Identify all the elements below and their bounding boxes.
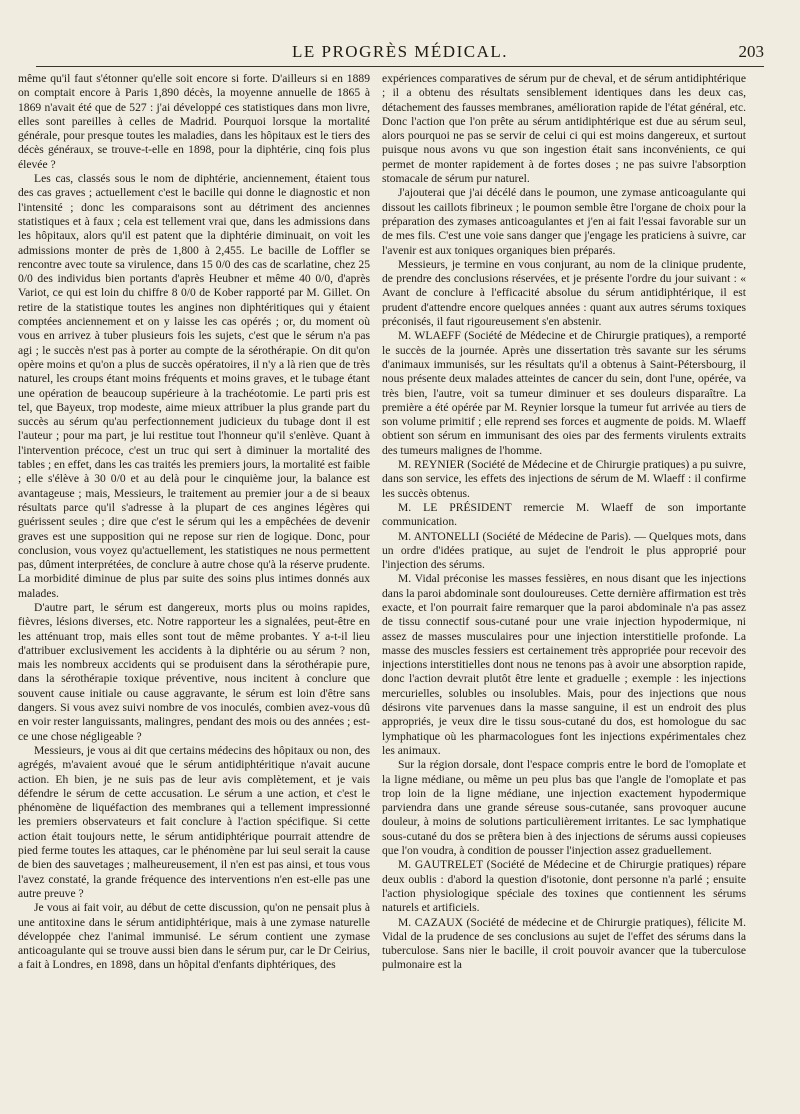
page-header <box>36 42 764 67</box>
paragraph: M. REYNIER (Société de Médecine et de Chirurgie pratiques) a pu suivre, dans son service, les effets des injections de sérum de M. Wlaeff : il confirme les succès obtenus. <box>382 458 746 500</box>
paragraph: M. LE PRÉSIDENT remercie M. Wlaeff de son importante communication. <box>382 500 746 529</box>
journal-title: LE PROGRÈS MÉDICAL. <box>292 42 508 61</box>
paragraph: J'ajouterai que j'ai décélé dans le poumon, une zymase anticoagulante qui dissout les caillots fibrineux ; le poumon semble être l'organe de choix pour la préparation des zymases anticoagulantes et j'en ai fait l'essai favorable sur un de mes fils. C'est une voie sans danger que j'engage les praticiens à suivre, car l'avenir est aux toniques organiques bien préparés. <box>382 186 746 257</box>
paragraph: M. Vidal préconise les masses fessières, en nous disant que les injections dans la paroi abdominale sont douloureuses. Cette dernière affirmation est très exacte, et l'on pourrait faire remarquer que la paroi abdominale n'a pas assez de tissu connectif sous-cutané pour une vraie injection hypodermique, ni assez de masses musculaires pour une injection interstitielle profonde. La masse des muscles fessiers est certainement très appropriée pour recevoir des injections interstitielles dont nous ne tenons pas à avoir une absorption rapide, donc l'action devrait plutôt être lente et graduelle ; exemple : les injections mercurielles, solubles ou insolubles. Mais, pour des injections que nous désirons vite parvenues dans la masse sanguine, il est un endroit des plus appropriés, je veux dire le tissu sous-cutané du dos, est homologue du sac lymphatique où les pharmacologues font les injections expérimentales chez les animaux. <box>382 572 746 757</box>
paragraph: Je vous ai fait voir, au début de cette discussion, qu'on ne pensait plus à une antitoxine dans le sérum antidiphtérique, mais à une zymase naturelle développée chez l'animal immunisé. Le sérum contient une zymase anticoagulante qui se trouve aussi bien dans le sérum pur, car le Dr Ceirius, a fait à Londres, en 1898, dans un hôpital d'enfants diphtériques, des <box>18 901 370 972</box>
paragraph: Messieurs, je vous ai dit que certains médecins des hôpitaux ou non, des agrégés, m'avaient avoué que le sérum antidiphtéritique n'avait aucune action. Eh bien, je ne suis pas de leur avis complètement, et je vais défendre le sérum de cette accusation. Le sérum a une action, et c'est le phénomène de liquéfaction des membranes qui a tellement impressionné les premiers observateurs et fait conclure à l'action spécifique. Si cette action était toujours nette, le sérum antidiphtérique pourrait attendre de pied ferme toutes les attaques, car le phénomène par lui seul serait la cause de bien des sauvetages ; malheureusement, il n'en est pas ainsi, et tous vous l'avez constaté, la grande fréquence des interventions n'en est-elle pas une autre preuve ? <box>18 743 370 900</box>
paragraph: M. CAZAUX (Société de médecine et de Chirurgie pratiques), félicite M. Vidal de la prudence de ses conclusions au sujet de l'effet des sérums dans la tuberculose. Sans nier le bacille, il croit pouvoir avancer que la tuberculose pulmonaire est la <box>382 915 746 972</box>
paragraph: expériences comparatives de sérum pur de cheval, et de sérum antidiphtérique ; il a obtenu des résultats sensiblement identiques dans les deux cas, détachement des fausses membranes, amélioration rapide de l'état général, etc. Donc l'action que l'on prête au sérum antidiphtérique est due au sérum seul, alors pourquoi ne pas se servir de celui ci qui est moins dangereux, et surtout puisque nous avons vu que son ingestion était sans inconvénients, ce qui permet de monter rapidement à de fortes doses ; ne pas suivre l'absorption stomacale de sérum pur naturel. <box>382 72 746 186</box>
right-column <box>382 72 746 973</box>
page-number: 203 <box>738 42 764 61</box>
paragraph: D'autre part, le sérum est dangereux, morts plus ou moins rapides, fièvres, lésions diverses, etc. Notre rapporteur les a signalées, peut-être en les atténuant trop, mais elles sont tout de même probantes. Y a-t-il lieu d'attribuer exclusivement les accidents à la diphtérie ou au sérum ? non, mais les nombreux accidents qui se produisent dans la sérothérapie pure, dans la sérothérapie toxique préventive, nous incitent à conclure que souvent cause initiale ou cause aggravante, le sérum est loin d'être sans dangers. Si vous avez suivi nombre de vos inoculés, combien avez-vous dû en voir rester languissants, malingres, pendant des mois ou des années ; est-ce une chose négligeable ? <box>18 600 370 743</box>
paragraph: M. WLAEFF (Société de Médecine et de Chirurgie pratiques), a remporté le succès de la journée. Après une dissertation très savante sur les sérums d'animaux immunisés, sur les résultats qu'il a obtenus à Saint-Pétersbourg, il nous présente deux malades atteintes de cancer du sein, dont l'une, opérée, va très bien, l'autre, voit sa tumeur diminuer et ses douleurs disparaître. La première a été opérée par M. Reynier lorsque la tumeur fut arrivée au tiers de son volume primitif ; elle reprend ses forces et augmente de poids. M. Wlaeff obtient son sérum en immunisant des oies par des ferments virulents extraits des tumeurs malignes de l'homme. <box>382 329 746 457</box>
paragraph: Les cas, classés sous le nom de diphtérie, anciennement, étaient tous des cas graves ; actuellement c'est le bacille qui donne le diagnostic et non l'intensité ; donc les comparaisons sont au détriment des anciennes statistiques et à faux ; cela est tellement vrai que, dans les admissions dans les hôpitaux, alors qu'il est patent que la diphtérie diminuait, on voit les admissions monter de près de 1,800 à 2,455. Le bacille de Loffler se rencontre avec toute sa virulence, dans 15 0/0 des cas de scarlatine, chez 25 0/0 des individus bien portants d'après Heubner et même 40 0/0, d'après Variot, ce qui est loin du chiffre 8 0/0 de Kober rapporté par M. Gillet. On retire de la statistique toutes les angines non diphtéritiques qui y étaient comptées anciennement et on y laisse les cas opérés ; or, du moment où vous en arrivez à tuber plusieurs fois les sujets, c'est que le sérum n'a pas agi ; le succès n'est pas à porter au compte de la sérothérapie. On dit qu'on opère moins et qu'on a plus de succès opératoires, il n'y a là rien que de très naturel, les croups étant moins fréquents et moins graves, et le tubage étant une opération de beaucoup supérieure à la trachéotomie. Le parti pris est tel, que Bayeux, trop modeste, aime mieux attribuer la plus grande part du succès au sérum qu'au perfectionnement judicieux du tubage dont il est l'auteur ; pour ma part, je lui restitue tout l'honneur qu'il s'enlève. Quant à l'intervention précoce, c'est un truc qui sert à diminuer la mortalité des tables ; en effet, dans les cas traités les premiers jours, la mortalité est faible ; elle s'élève à 30 0/0 et au delà pour le cinquième jour, la balance est avantageuse ; mais, Messieurs, le traitement au premier jour a de si beaux résultats parce qu'il s'adresse à la plupart de ces angines légères qui guérissent seules ; dire que c'est le sérum qui les a empêchées de devenir graves est une supposition qui ne repose sur rien de logique. Donc, pour conclusion, vous voyez qu'actuellement, les statistiques ne nous permettent pas, dûment interprétées, de conclure à autre chose qu'à la réserve prudente. La morbidité diminue de plus par suite des soins plus intimes donnés aux malades. <box>18 172 370 600</box>
paragraph: Messieurs, je termine en vous conjurant, au nom de la clinique prudente, de prendre des conclusions réservées, et je présente l'ordre du jour suivant : « Avant de conclure à l'efficacité absolue du sérum antidiphtérique, il est prudent d'attendre encore quelques années : quant aux autres sérums toxiques préconisés, il faut rigoureusement s'en abstenir. <box>382 257 746 329</box>
paragraph: Sur la région dorsale, dont l'espace compris entre le bord de l'omoplate et la ligne médiane, ou même un peu plus bas que l'angle de l'omoplate et pas trop loin de la ligne médiane, une injection exactement hypodermique parviendra dans une grande séreuse sous-cutanée, sans provoquer aucune douleur, à moins de solutions particulièrement irritantes. Le sac lymphatique sous-cutané du dos se prêtera bien à des injections de sérums aussi copieuses que l'on voudra, à condition de pousser l'injection assez graduellement. <box>382 758 746 858</box>
paragraph: M. GAUTRELET (Société de Médecine et de Chirurgie pratiques) répare deux oublis : d'abord la question d'isotonie, dont personne n'a parlé ; ensuite l'action physiologique spéciale des toxines que contiennent les sérums naturels et artificiels. <box>382 858 746 915</box>
paragraph: M. ANTONELLI (Société de Médecine de Paris). — Quelques mots, dans un ordre d'idées pratique, au sujet de l'endroit le plus approprié pour l'injection des sérums. <box>382 529 746 572</box>
left-column <box>18 72 370 973</box>
paragraph: même qu'il faut s'étonner qu'elle soit encore si forte. D'ailleurs si en 1889 on comptait encore à Paris 1,890 décès, la moyenne annuelle de 1865 à 1869 n'avait été que de 527 : j'ai développé ces statistiques dans mon livre, elles sont pareilles à celles de Madrid. Pourquoi lorsque la mortalité générale, pour presque toutes les maladies, dans les hôpitaux est le tiers des décès généraux, se trouve-t-elle en 1898, pour la diphtérie, cinq fois plus élevée ? <box>18 72 370 171</box>
